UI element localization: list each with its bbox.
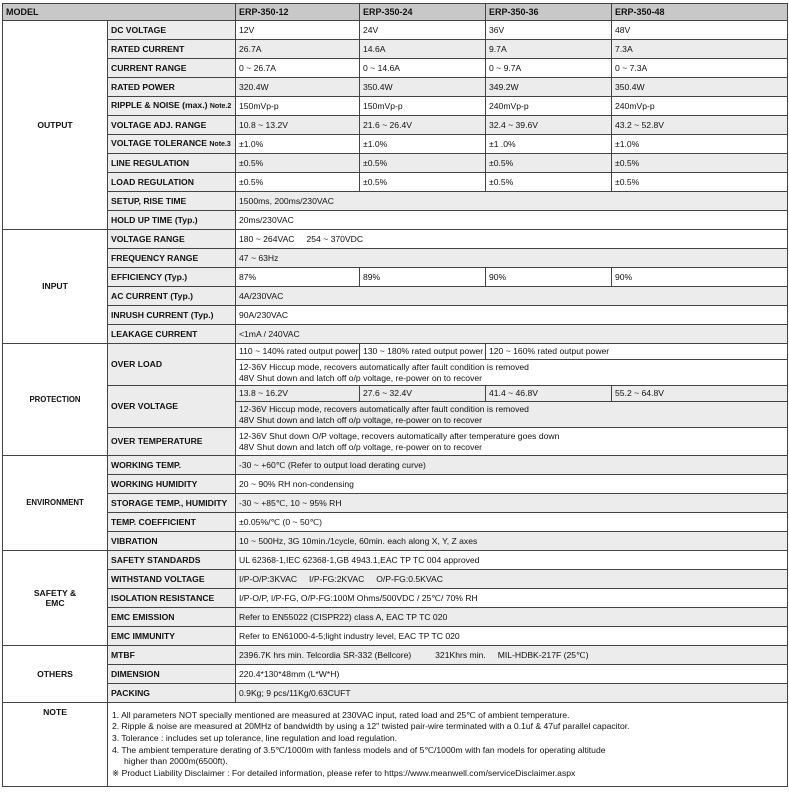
notes-body: [108, 703, 788, 787]
spec-value: 90A/230VAC: [236, 306, 788, 325]
spec-label: STORAGE TEMP., HUMIDITY: [108, 494, 236, 513]
spec-row: [3, 192, 788, 211]
spec-value: I/P-O/P:3KVAC I/P-FG:2KVAC O/P-FG:0.5KVAC: [236, 570, 788, 589]
note-item: 4. The ambient temperature derating of 3.5℃/1000m with fanless models and of 5℃/1000m with fan models for operating altitude: [112, 744, 606, 755]
spec-row: [3, 627, 788, 646]
spec-value: 0.9Kg; 9 pcs/11Kg/0.63CUFT: [236, 684, 788, 703]
spec-label: HOLD UP TIME (Typ.): [108, 211, 236, 230]
spec-value: 20ms/230VAC: [236, 211, 788, 230]
spec-value: 120 ~ 160% rated output power: [486, 344, 788, 360]
spec-label: EMC EMISSION: [108, 608, 236, 627]
section-others: OTHERS: [3, 646, 108, 703]
model-name: ERP-350-48: [612, 4, 788, 21]
spec-value: Refer to EN61000-4-5;light industry level, EAC TP TC 020: [236, 627, 788, 646]
spec-value: ±0.5%: [360, 154, 486, 173]
spec-value: 1500ms, 200ms/230VAC: [236, 192, 788, 211]
spec-value: 130 ~ 180% rated output power: [360, 344, 486, 360]
spec-value: 90%: [612, 268, 788, 287]
spec-label: RATED POWER: [108, 78, 236, 97]
section-environment: ENVIRONMENT: [3, 456, 108, 551]
section-safety-line: SAFETY &: [33, 587, 77, 598]
spec-row: [3, 287, 788, 306]
spec-label: DC VOLTAGE: [108, 21, 236, 40]
spec-value: ±0.5%: [486, 173, 612, 192]
spec-row: [3, 456, 788, 475]
spec-value: ±0.5%: [612, 154, 788, 173]
spec-value: 2396.7K hrs min. Telcordia SR-332 (Bellcore) 321Khrs min. MIL-HDBK-217F (25℃): [236, 646, 788, 665]
spec-label: INRUSH CURRENT (Typ.): [108, 306, 236, 325]
spec-label: AC CURRENT (Typ.): [108, 287, 236, 306]
spec-value: 320.4W: [236, 78, 360, 97]
spec-row: [3, 230, 788, 249]
spec-label: FREQUENCY RANGE: [108, 249, 236, 268]
spec-row: [3, 589, 788, 608]
note-item: 3. Tolerance : includes set up tolerance, line regulation and load regulation.: [112, 732, 398, 743]
spec-value: 220.4*130*48mm (L*W*H): [236, 665, 788, 684]
spec-value: Refer to EN55022 (CISPR22) class A, EAC TP TC 020: [236, 608, 788, 627]
spec-value: 150mVp-p: [236, 97, 360, 116]
spec-value: 350.4W: [612, 78, 788, 97]
spec-value: 7.3A: [612, 40, 788, 59]
spec-value: [236, 428, 788, 456]
spec-value: 47 ~ 63Hz: [236, 249, 788, 268]
spec-value: -30 ~ +85℃, 10 ~ 95% RH: [236, 494, 788, 513]
spec-label: MTBF: [108, 646, 236, 665]
spec-row: [3, 306, 788, 325]
spec-row: [3, 684, 788, 703]
protection-line: 12-36V Hiccup mode, recovers automatically after fault condition is removed: [239, 404, 529, 415]
spec-label: EMC IMMUNITY: [108, 627, 236, 646]
spec-value: 0 ~ 9.7A: [486, 59, 612, 78]
spec-row: [3, 325, 788, 344]
ripple-label-text: RIPPLE & NOISE (max.): [111, 100, 208, 111]
spec-value: 32.4 ~ 39.6V: [486, 116, 612, 135]
protection-line: 48V Shut down and latch off o/p voltage, re-power on to recover: [239, 441, 483, 452]
spec-value: 0 ~ 26.7A: [236, 59, 360, 78]
spec-value: ±0.05%/℃ (0 ~ 50℃): [236, 513, 788, 532]
spec-value: 13.8 ~ 16.2V: [236, 386, 360, 402]
spec-label: [108, 97, 236, 116]
spec-value: 12V: [236, 21, 360, 40]
spec-label: RATED CURRENT: [108, 40, 236, 59]
model-label: MODEL: [3, 4, 236, 21]
spec-row: [3, 570, 788, 589]
spec-value: 36V: [486, 21, 612, 40]
spec-value: 90%: [486, 268, 612, 287]
spec-value: 350.4W: [360, 78, 486, 97]
spec-value: I/P-O/P, I/P-FG, O/P-FG:100M Ohms/500VDC / 25℃/ 70% RH: [236, 589, 788, 608]
spec-row: [3, 268, 788, 287]
spec-label: SAFETY STANDARDS: [108, 551, 236, 570]
spec-value: 43.2 ~ 52.8V: [612, 116, 788, 135]
spec-row: [3, 475, 788, 494]
spec-row: [3, 513, 788, 532]
spec-value: 55.2 ~ 64.8V: [612, 386, 788, 402]
model-name: ERP-350-24: [360, 4, 486, 21]
spec-label: OVER LOAD: [108, 344, 236, 386]
spec-row: [3, 386, 788, 402]
spec-value: 10.8 ~ 13.2V: [236, 116, 360, 135]
note-ref: Note.2: [209, 103, 232, 111]
spec-row: [3, 665, 788, 684]
spec-label: WITHSTAND VOLTAGE: [108, 570, 236, 589]
spec-label: OVER VOLTAGE: [108, 386, 236, 428]
protection-line: 12-36V Hiccup mode, recovers automatically after fault condition is removed: [239, 362, 529, 373]
note-item: 1. All parameters NOT specially mentioned are measured at 230VAC input, rated load and 25℃ of ambient temperature.: [112, 709, 570, 720]
spec-label: DIMENSION: [108, 665, 236, 684]
spec-value: 349.2W: [486, 78, 612, 97]
spec-row: [3, 551, 788, 570]
disclaimer: ※ Product Liability Disclaimer : For detailed information, please refer to https://www.meanwell.com/serviceDisclaimer.aspx: [112, 767, 576, 778]
spec-value: 110 ~ 140% rated output power: [236, 344, 360, 360]
protection-line: 48V Shut down and latch off o/p voltage, re-power on to recover: [239, 414, 483, 425]
spec-value: 26.7A: [236, 40, 360, 59]
spec-value: ±0.5%: [236, 154, 360, 173]
spec-label: EFFICIENCY (Typ.): [108, 268, 236, 287]
spec-value: ±1.0%: [360, 135, 486, 154]
spec-value: ±1.0%: [236, 135, 360, 154]
spec-label: VOLTAGE RANGE: [108, 230, 236, 249]
spec-row: [3, 249, 788, 268]
spec-value: ±0.5%: [236, 173, 360, 192]
spec-row: [3, 211, 788, 230]
spec-value: -30 ~ +60℃ (Refer to output load derating curve): [236, 456, 788, 475]
spec-value: ±1.0%: [612, 135, 788, 154]
spec-value: ±0.5%: [486, 154, 612, 173]
spec-label: CURRENT RANGE: [108, 59, 236, 78]
model-name: ERP-350-36: [486, 4, 612, 21]
spec-value: 9.7A: [486, 40, 612, 59]
spec-row: [3, 59, 788, 78]
spec-value: ±0.5%: [612, 173, 788, 192]
spec-value: 0 ~ 7.3A: [612, 59, 788, 78]
spec-row: [3, 494, 788, 513]
spec-label: TEMP. COEFFICIENT: [108, 513, 236, 532]
spec-value: [236, 402, 788, 428]
spec-label: VOLTAGE ADJ. RANGE: [108, 116, 236, 135]
spec-row: [3, 173, 788, 192]
spec-value: 41.4 ~ 46.8V: [486, 386, 612, 402]
spec-label: VIBRATION: [108, 532, 236, 551]
spec-label: WORKING HUMIDITY: [108, 475, 236, 494]
spec-value: ±0.5%: [360, 173, 486, 192]
spec-value: 27.6 ~ 32.4V: [360, 386, 486, 402]
spec-row: [3, 154, 788, 173]
spec-label: LINE REGULATION: [108, 154, 236, 173]
spec-row: [3, 646, 788, 665]
spec-label: [108, 135, 236, 154]
spec-value: 180 ~ 264VAC 254 ~ 370VDC: [236, 230, 788, 249]
spec-row: [3, 21, 788, 40]
section-safety: [3, 551, 108, 646]
header-row: [3, 4, 788, 21]
section-safety-line: EMC: [45, 598, 65, 608]
tolerance-label-text: VOLTAGE TOLERANCE: [111, 138, 207, 149]
spec-row: [3, 532, 788, 551]
spec-label: SETUP, RISE TIME: [108, 192, 236, 211]
section-note: NOTE: [3, 703, 108, 787]
spec-label: LOAD REGULATION: [108, 173, 236, 192]
spec-label: LEAKAGE CURRENT: [108, 325, 236, 344]
spec-value: 240mVp-p: [612, 97, 788, 116]
protection-line: 48V Shut down and latch off o/p voltage, re-power on to recover: [239, 372, 483, 383]
section-protection: PROTECTION: [3, 344, 108, 456]
note-item: higher than 2000m(6500ft).: [124, 756, 228, 767]
spec-value: 89%: [360, 268, 486, 287]
note-item: 2. Ripple & noise are measured at 20MHz of bandwidth by using a 12" twisted pair-wire terminated with a 0.1uf & 47uf parallel capacitor.: [112, 721, 630, 732]
protection-line: 12-36V Shut down O/P voltage, recovers automatically after temperature goes down: [239, 431, 560, 442]
spec-value: 48V: [612, 21, 788, 40]
spec-value: 20 ~ 90% RH non-condensing: [236, 475, 788, 494]
spec-label: PACKING: [108, 684, 236, 703]
spec-value: [236, 360, 788, 386]
spec-row: [3, 116, 788, 135]
spec-label: OVER TEMPERATURE: [108, 428, 236, 456]
spec-row: [3, 608, 788, 627]
spec-value: 10 ~ 500Hz, 3G 10min./1cycle, 60min. each along X, Y, Z axes: [236, 532, 788, 551]
spec-row: [3, 135, 788, 154]
spec-value: 4A/230VAC: [236, 287, 788, 306]
spec-value: 21.6 ~ 26.4V: [360, 116, 486, 135]
spec-value: 24V: [360, 21, 486, 40]
spec-value: <1mA / 240VAC: [236, 325, 788, 344]
spec-row: [3, 428, 788, 456]
section-input: INPUT: [3, 230, 108, 344]
spec-value: 14.6A: [360, 40, 486, 59]
section-output: OUTPUT: [3, 21, 108, 230]
spec-row: [3, 78, 788, 97]
spec-table: [2, 3, 788, 787]
spec-value: 0 ~ 14.6A: [360, 59, 486, 78]
notes-row: [3, 703, 788, 787]
spec-row: [3, 40, 788, 59]
spec-value: UL 62368-1,IEC 62368-1,GB 4943.1,EAC TP TC 004 approved: [236, 551, 788, 570]
model-name: ERP-350-12: [236, 4, 360, 21]
spec-value: 87%: [236, 268, 360, 287]
spec-label: WORKING TEMP.: [108, 456, 236, 475]
spec-value: ±1 .0%: [486, 135, 612, 154]
spec-label: ISOLATION RESISTANCE: [108, 589, 236, 608]
spec-row: [3, 97, 788, 116]
spec-value: 240mVp-p: [486, 97, 612, 116]
spec-value: 150mVp-p: [360, 97, 486, 116]
spec-row: [3, 344, 788, 360]
note-ref: Note.3: [209, 141, 231, 149]
